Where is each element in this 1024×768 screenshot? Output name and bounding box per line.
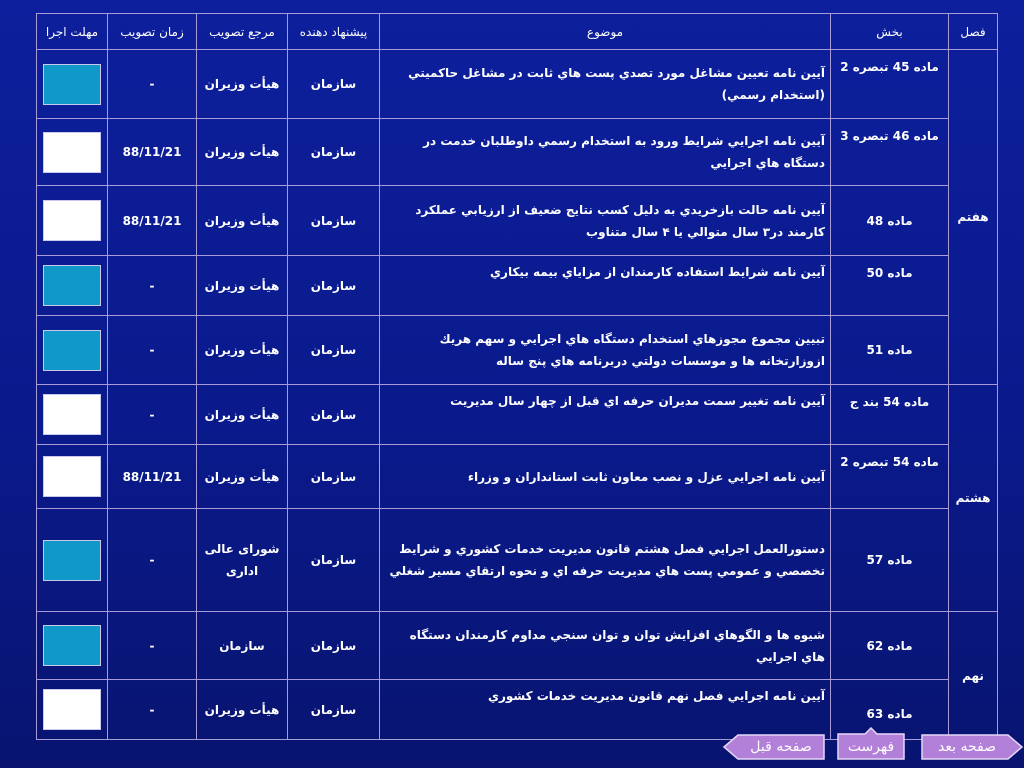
table-row: [37, 316, 998, 385]
section-cell: ماده 45 تبصره 2: [831, 50, 949, 119]
approval-ref-cell: هيأت وزيران: [197, 256, 288, 316]
deadline-status-box: [43, 64, 101, 105]
deadline-status-box: [43, 265, 101, 306]
index-button[interactable]: [836, 727, 906, 761]
table-row: [37, 186, 998, 256]
deadline-cell: [37, 186, 108, 256]
deadline-status-box: [43, 540, 101, 581]
section-cell: ماده 50: [831, 256, 949, 316]
approval-time-cell: -: [108, 50, 197, 119]
approval-ref-cell: شورای عالی اداری: [197, 509, 288, 612]
approval-time-cell: -: [108, 509, 197, 612]
approval-time-cell: 88/11/21: [108, 119, 197, 186]
section-cell: ماده 51: [831, 316, 949, 385]
chapter-cell: هشتم: [949, 385, 998, 612]
subject-cell: دستورالعمل اجرايي فصل هشتم قانون مديريت خدمات كشوري و شرايط تخصصي و عمومي پست هاي مديريت حرفه اي و نحوه ارتقاي مسير شغلي: [380, 509, 831, 612]
deadline-cell: [37, 680, 108, 740]
table-row: [37, 445, 998, 509]
deadline-status-box: [43, 456, 101, 497]
header-subject: موضوع: [380, 14, 831, 50]
header-row: [37, 14, 998, 50]
approval-time-cell: -: [108, 612, 197, 680]
regulations-table: [36, 13, 998, 740]
approval-ref-cell: هيأت وزيران: [197, 119, 288, 186]
approval-ref-cell: سازمان: [197, 612, 288, 680]
subject-cell: آيين نامه حالت بازخريدي به دليل كسب نتايج ضعيف از ارزيابي عملكرد كارمند در۳ سال متوالي يا ۴ سال متناوب: [380, 186, 831, 256]
approval-time-cell: -: [108, 680, 197, 740]
section-cell: ماده 54 تبصره 2: [831, 445, 949, 509]
approval-time-cell: -: [108, 256, 197, 316]
section-cell: ماده 62: [831, 612, 949, 680]
subject-cell: آيين نامه شرايط استفاده كارمندان از مزاياي بيمه بيكاري: [380, 256, 831, 316]
deadline-status-box: [43, 689, 101, 730]
approval-ref-cell: هيأت وزيران: [197, 680, 288, 740]
approval-ref-cell: هيأت وزيران: [197, 50, 288, 119]
proposer-cell: سازمان: [288, 612, 380, 680]
deadline-cell: [37, 612, 108, 680]
next-page-button[interactable]: [920, 733, 1024, 761]
header-chapter: فصل: [949, 14, 998, 50]
deadline-status-box: [43, 132, 101, 173]
deadline-cell: [37, 385, 108, 445]
proposer-cell: سازمان: [288, 385, 380, 445]
proposer-cell: سازمان: [288, 50, 380, 119]
index-label: فهرست: [847, 739, 895, 755]
approval-time-cell: -: [108, 385, 197, 445]
subject-cell: آيين نامه اجرايي شرايط ورود به استخدام رسمي داوطلبان خدمت در دستگاه هاي اجرايي: [380, 119, 831, 186]
table-row: [37, 50, 998, 119]
table-row: [37, 256, 998, 316]
subject-cell: آيين نامه اجرايي عزل و نصب معاون ثابت استانداران و وزراء: [380, 445, 831, 509]
section-cell: ماده 48: [831, 186, 949, 256]
deadline-cell: [37, 509, 108, 612]
chapter-cell: نهم: [949, 612, 998, 740]
section-cell: ماده 63: [831, 680, 949, 740]
deadline-cell: [37, 256, 108, 316]
prev-page-button[interactable]: [722, 733, 826, 761]
section-cell: ماده 46 تبصره 3: [831, 119, 949, 186]
approval-ref-cell: هيأت وزيران: [197, 445, 288, 509]
proposer-cell: سازمان: [288, 186, 380, 256]
section-cell: ماده 54 بند ج: [831, 385, 949, 445]
deadline-status-box: [43, 394, 101, 435]
deadline-status-box: [43, 330, 101, 371]
subject-cell: آيين نامه تغيير سمت مديران حرفه اي قبل از چهار سال مديريت: [380, 385, 831, 445]
subject-cell: شيوه ها و الگوهاي افزايش توان و توان سنجي مداوم كارمندان دستگاه هاي اجرايي: [380, 612, 831, 680]
proposer-cell: سازمان: [288, 680, 380, 740]
proposer-cell: سازمان: [288, 316, 380, 385]
approval-time-cell: 88/11/21: [108, 445, 197, 509]
approval-ref-cell: هيأت وزيران: [197, 316, 288, 385]
table-row: [37, 612, 998, 680]
chapter-cell: هفتم: [949, 50, 998, 385]
approval-time-cell: -: [108, 316, 197, 385]
proposer-cell: سازمان: [288, 509, 380, 612]
table-row: [37, 509, 998, 612]
header-approval-ref: مرجع تصويب: [197, 14, 288, 50]
table-row: [37, 385, 998, 445]
prev-page-label: صفحه قبل: [750, 739, 812, 755]
proposer-cell: سازمان: [288, 445, 380, 509]
table-row: [37, 119, 998, 186]
approval-ref-cell: هيأت وزيران: [197, 186, 288, 256]
deadline-cell: [37, 445, 108, 509]
approval-time-cell: 88/11/21: [108, 186, 197, 256]
deadline-status-box: [43, 200, 101, 241]
deadline-cell: [37, 119, 108, 186]
subject-cell: آيين نامه اجرايي فصل نهم قانون مديريت خدمات كشوري: [380, 680, 831, 740]
approval-ref-cell: هيأت وزيران: [197, 385, 288, 445]
section-cell: ماده 57: [831, 509, 949, 612]
header-approval-time: زمان تصويب: [108, 14, 197, 50]
deadline-status-box: [43, 625, 101, 666]
deadline-cell: [37, 50, 108, 119]
header-deadline: مهلت اجرا: [37, 14, 108, 50]
deadline-cell: [37, 316, 108, 385]
proposer-cell: سازمان: [288, 119, 380, 186]
subject-cell: آيين نامه تعيين مشاغل مورد تصدي پست هاي ثابت در مشاغل حاكميتي (استخدام رسمي): [380, 50, 831, 119]
proposer-cell: سازمان: [288, 256, 380, 316]
next-page-label: صفحه بعد: [938, 739, 996, 755]
header-proposer: پيشنهاد دهنده: [288, 14, 380, 50]
subject-cell: تبيين مجموع مجوزهاي استخدام دستگاه هاي اجرايي و سهم هريك ازوزارتخانه ها و موسسات دولتي دربرنامه هاي پنج ساله: [380, 316, 831, 385]
header-section: بخش: [831, 14, 949, 50]
